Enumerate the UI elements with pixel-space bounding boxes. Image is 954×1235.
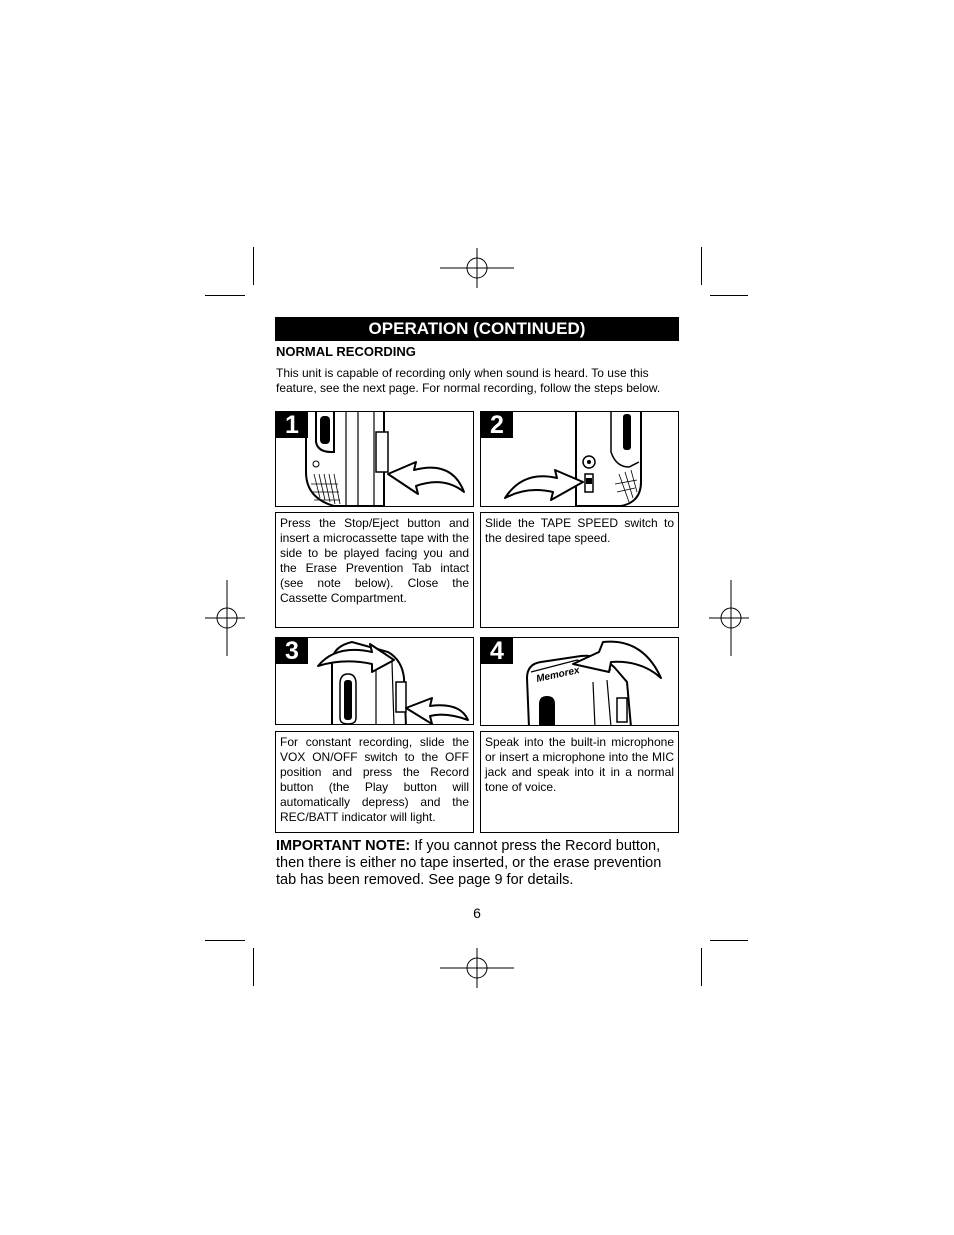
page-number: 6	[473, 905, 481, 921]
step-4-number: 4	[481, 638, 513, 664]
step-4-illustration	[480, 637, 679, 726]
subsection-heading: NORMAL RECORDING	[276, 344, 416, 359]
step-2-illustration	[480, 411, 679, 507]
step-3-illustration	[275, 637, 474, 725]
important-note	[276, 838, 682, 889]
registration-mark-left	[205, 578, 245, 658]
step-2-number: 2	[481, 412, 513, 438]
step-2-text: Slide the TAPE SPEED switch to the desired tape speed.	[480, 512, 679, 628]
step-3-text: For constant recording, slide the VOX ON/OFF switch to the OFF position and press the Record button (the Play button will automatically depress) and the REC/BATT indicator will light.	[275, 731, 474, 833]
step-1-text: Press the Stop/Eject button and insert a microcassette tape with the side to be played facing you and the Erase Prevention Tab intact (see note below). Close the Cassette Compartment.	[275, 512, 474, 628]
important-note-text: If you cannot press the Record button, then there is either no tape inserted, or the erase prevention tab has been removed. See page 9 for details.	[276, 838, 662, 888]
intro-paragraph	[276, 366, 680, 396]
intro-line-1: This unit is capable of recording only when sound is heard. To use this	[276, 366, 649, 380]
registration-mark-right	[709, 578, 749, 658]
important-note-label: IMPORTANT NOTE:	[276, 838, 411, 854]
registration-mark-top	[438, 248, 516, 288]
brand-logo-memorex: Memorex	[535, 665, 581, 685]
step-4-text: Speak into the built-in microphone or insert a microphone into the MIC jack and speak into it in a normal tone of voice.	[480, 731, 679, 833]
intro-line-2: feature, see the next page. For normal recording, follow the steps below.	[276, 381, 661, 395]
step-1-illustration	[275, 411, 474, 507]
registration-mark-bottom	[438, 948, 516, 988]
step-3-number: 3	[276, 638, 308, 664]
section-banner: OPERATION (CONTINUED)	[275, 317, 679, 341]
step-1-number: 1	[276, 412, 308, 438]
